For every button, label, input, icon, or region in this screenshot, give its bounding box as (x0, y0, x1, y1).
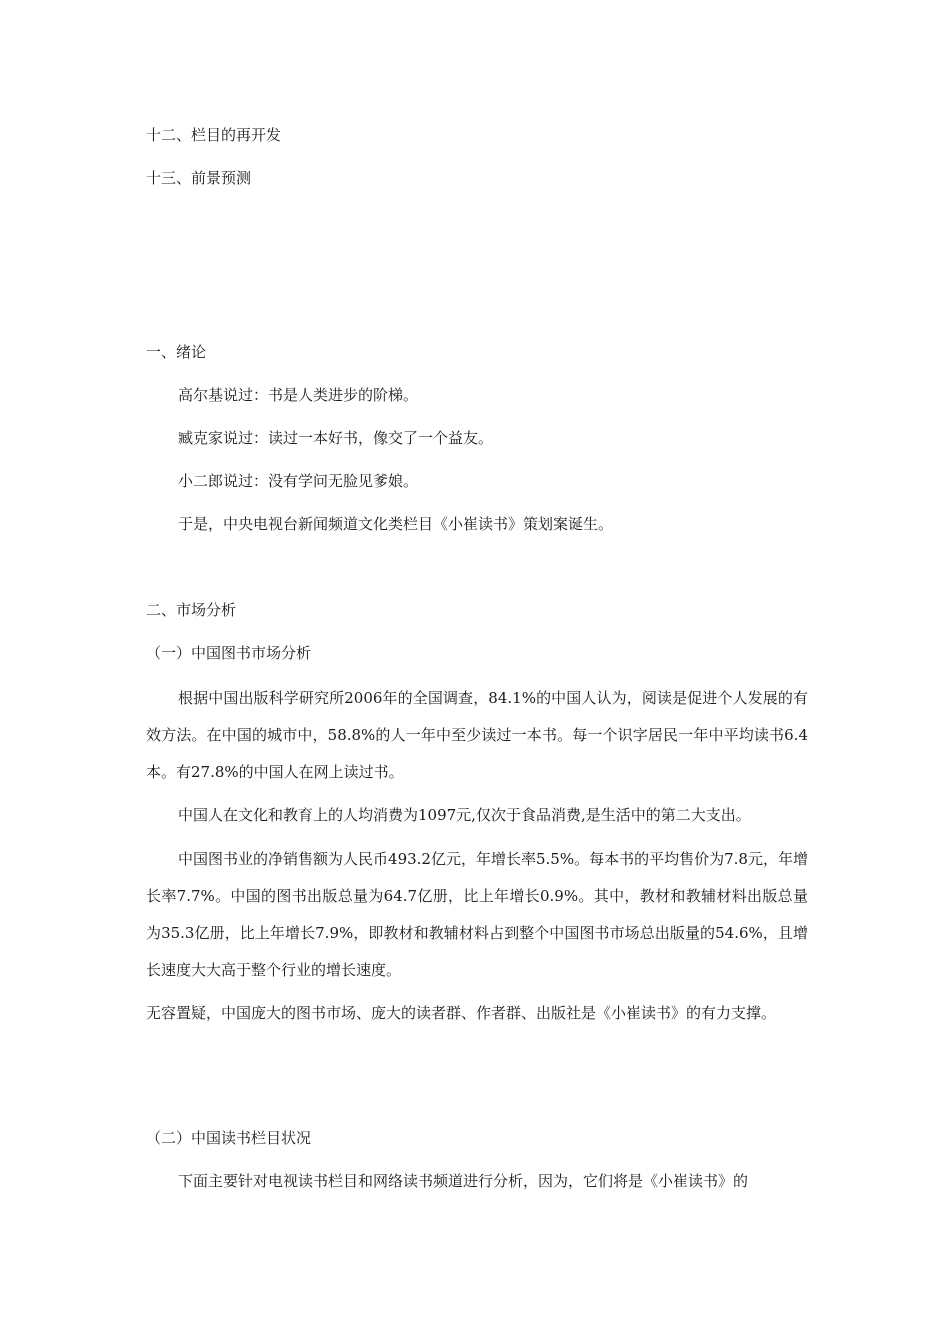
toc-item-13: 十三、前景预测 (146, 169, 252, 187)
market-sub1-paragraph-4: 无容置疑，中国庞大的图书市场、庞大的读者群、作者群、出版社是《小崔读书》的有力支撑。 (146, 1004, 777, 1022)
intro-quote-xiaoerlang: 小二郎说过：没有学问无脸见爹娘。 (178, 472, 419, 490)
toc-item-12: 十二、栏目的再开发 (146, 126, 282, 144)
market-sub1-paragraph-2: 中国人在文化和教育上的人均消费为1097元,仅次于食品消费,是生活中的第二大支出。 (178, 806, 751, 824)
market-sub1-heading: （一）中国图书市场分析 (146, 644, 312, 662)
intro-conclusion: 于是，中央电视台新闻频道文化类栏目《小崔读书》策划案诞生。 (178, 515, 614, 533)
market-sub1-paragraph-3: 中国图书业的净销售额为人民币493.2亿元，年增长率5.5%。每本书的平均售价为7.8元，年增长率7.7%。中国的图书出版总量为64.7亿册，比上年增长0.9%。其中，教材和教辅材料出版总量为35.3亿册，比上年增长7.9%，即教材和教辅材料占到整个中国图书市场总出版量的54.6%，且增长速度大大高于整个行业的增长速度。 (146, 850, 808, 979)
market-sub2-paragraph-1: 下面主要针对电视读书栏目和网络读书频道进行分析，因为，它们将是《小崔读书》的 (178, 1172, 749, 1190)
intro-heading: 一、绪论 (146, 343, 207, 361)
intro-quote-gorky: 高尔基说过：书是人类进步的阶梯。 (178, 386, 419, 404)
market-heading: 二、市场分析 (146, 601, 237, 619)
market-sub1-paragraph-1: 根据中国出版科学研究所2006年的全国调查，84.1%的中国人认为，阅读是促进个人发展的有效方法。在中国的城市中，58.8%的人一年中至少读过一本书。每一个识字居民一年中平均读书6.4本。有27.8%的中国人在网上读过书。 (146, 689, 808, 781)
market-sub2-heading: （二）中国读书栏目状况 (146, 1129, 312, 1147)
intro-quote-zang: 臧克家说过：读过一本好书，像交了一个益友。 (178, 429, 494, 447)
